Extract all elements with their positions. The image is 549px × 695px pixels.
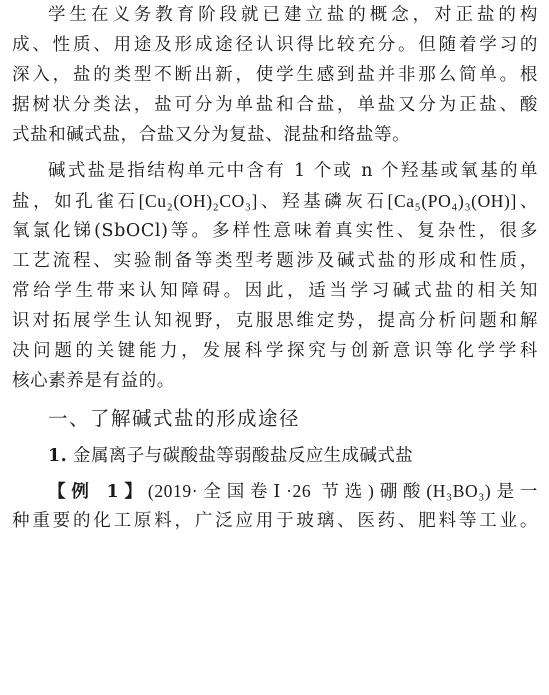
text-line: 盐，如孔雀石[Cu₂(OH)₂CO₃]、羟基磷灰石[Ca₅(PO₄)₃(OH)]、	[12, 191, 538, 211]
text-line: 核心素养是有益的。	[12, 371, 175, 391]
text-line: 识对拓展学生认知视野，克服思维定势，提高分析问题和解	[12, 311, 538, 331]
document-page	[12, 0, 538, 536]
text-line: 学生在义务教育阶段就已建立盐的概念，对正盐的构	[48, 5, 538, 25]
text-line: 常给学生带来认知障碍。因此，适当学习碱式盐的相关知	[12, 281, 538, 301]
subheading-number: 1.	[48, 446, 68, 466]
example-source: (2019·全国卷Ⅰ·26 节选)	[147, 481, 375, 501]
text-line: 式盐和碱式盐，合盐又分为复盐、混盐和络盐等。	[12, 125, 411, 145]
text-line: 氧氯化锑(SbOCl)等。多样性意味着真实性、复杂性，很多	[12, 221, 538, 241]
text-line: 深入，盐的类型不断出新，使学生感到盐并非那么简单。根	[12, 65, 538, 85]
text-line: 据树状分类法，盐可分为单盐和合盐，单盐又分为正盐、酸	[12, 95, 538, 115]
text-line: 种重要的化工原料，广泛应用于玻璃、医药、肥料等工业。	[12, 511, 538, 531]
text-line: 工艺流程、实验制备等类型考题涉及碱式盐的形成和性质，	[12, 251, 538, 271]
example-text: 硼酸(H₃BO₃)是一	[374, 481, 538, 501]
basic-salt-paragraph	[12, 156, 538, 396]
subheading	[12, 440, 538, 472]
subheading-text: 金属离子与碳酸盐等弱酸盐反应生成碱式盐	[73, 446, 414, 466]
text-line: 成、性质、用途及形成途径认识得比较充分。但随着学习的	[12, 35, 538, 55]
section-heading: 一、了解碱式盐的形成途径	[48, 407, 301, 430]
text-line: 决问题的关键能力，发展科学探究与创新意识等化学学科	[12, 341, 538, 361]
example-line	[12, 476, 538, 506]
intro-paragraph	[12, 0, 538, 150]
text-line: 碱式盐是指结构单元中含有 1 个或 n 个羟基或氧基的单	[48, 161, 538, 181]
example-tag: 【例 1】	[48, 482, 148, 502]
